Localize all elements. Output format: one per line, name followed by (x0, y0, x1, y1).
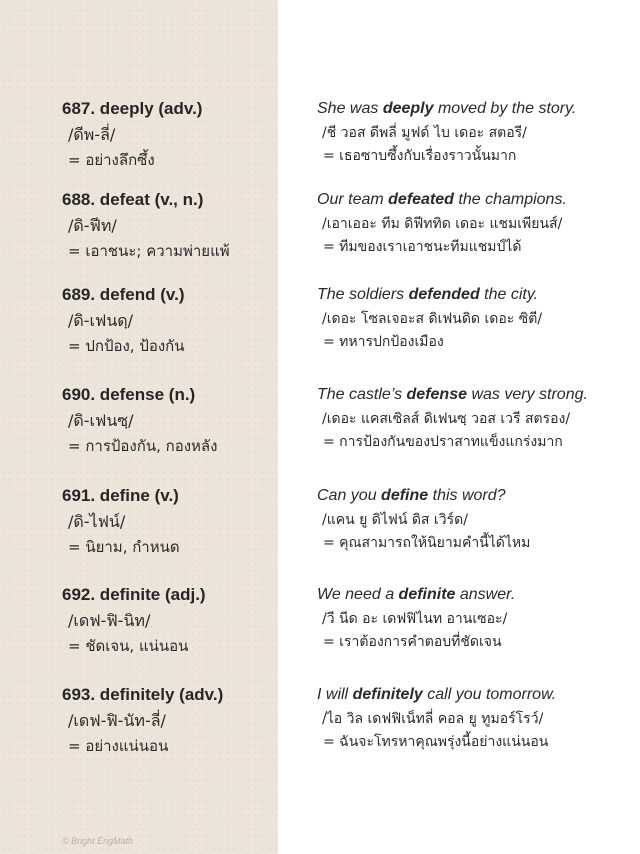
example-text: the city. (479, 286, 539, 303)
example-meaning: = ฉันจะโทรหาคุณพรุ่งนี้อย่างแน่นอน (323, 734, 549, 750)
example-phonetic: /เดอะ โซลเจอะส ดิเฟนดิด เดอะ ซิตี/ (322, 311, 543, 327)
meaning: = อย่างแน่นอน (68, 737, 169, 755)
vocab-entry (0, 584, 640, 674)
example-text: the champions. (453, 191, 567, 208)
example-keyword: definitely (352, 686, 423, 703)
example-text: I will (317, 686, 353, 703)
phonetic: /ดิ-เฟนซฺ/ (68, 411, 134, 430)
phonetic: /เดฟ-ฟิ-นิท/ (68, 611, 151, 630)
example-phonetic: /วี นีด อะ เดฟฟิไนท อานเซอะ/ (322, 611, 508, 627)
meaning: = ปกป้อง, ป้องกัน (68, 337, 185, 355)
word-column (62, 284, 276, 357)
headword: 689. defend (v.) (62, 285, 185, 304)
headword: 688. defeat (v., n.) (62, 190, 204, 209)
example-sentence (317, 98, 637, 120)
example-sentence (317, 485, 637, 507)
example-text: answer. (455, 586, 516, 603)
phonetic: /เดฟ-ฟิ-นัท-ลี่/ (68, 711, 166, 730)
example-text: She was (317, 100, 383, 117)
vocab-entry (0, 684, 640, 774)
headword: 687. deeply (adv.) (62, 99, 203, 118)
example-keyword: defense (406, 386, 467, 403)
word-column (62, 384, 276, 457)
example-text: The soldiers (317, 286, 409, 303)
meaning: = นิยาม, กำหนด (68, 538, 180, 556)
example-column (317, 485, 637, 554)
example-text: this word? (428, 487, 506, 504)
example-meaning: = ทหารปกป้องเมือง (323, 334, 444, 350)
example-meaning: = คุณสามารถให้นิยามคำนี้ได้ไหม (323, 535, 531, 551)
example-meaning: = การป้องกันของปราสาทแข็งแกร่งมาก (323, 434, 563, 450)
example-text: moved by the story. (433, 100, 577, 117)
example-phonetic: /ชี วอส ดีพลี่ มูฟด์ ไบ เดอะ สตอรี/ (322, 125, 527, 141)
example-column (317, 384, 637, 453)
phonetic: /ดิ-ไฟน์/ (68, 512, 126, 531)
headword: 690. defense (n.) (62, 385, 196, 404)
phonetic: /ดิ-ฟีท/ (68, 216, 117, 235)
word-column (62, 98, 276, 171)
meaning: = อย่างลึกซึ้ง (68, 151, 155, 169)
phonetic: /ดิ-เฟนดฺ/ (68, 311, 134, 330)
example-column (317, 98, 637, 167)
example-text: Can you (317, 487, 382, 504)
word-column (62, 584, 276, 657)
vocab-entry (0, 384, 640, 474)
example-sentence (317, 584, 637, 606)
word-column (62, 684, 276, 757)
example-text: Our team (317, 191, 389, 208)
headword: 691. define (v.) (62, 486, 179, 505)
example-column (317, 684, 637, 753)
example-sentence (317, 384, 637, 406)
example-column (317, 284, 637, 353)
headword: 692. definite (adj.) (62, 585, 206, 604)
meaning: = การป้องกัน, กองหลัง (68, 437, 218, 455)
example-sentence (317, 284, 637, 306)
example-sentence (317, 684, 637, 706)
headword: 693. definitely (adv.) (62, 685, 224, 704)
word-column (62, 189, 276, 262)
example-sentence (317, 189, 637, 211)
example-column (317, 189, 637, 258)
example-phonetic: /เอาเออะ ทีม ดิฟีททิด เดอะ แชมเพียนส์/ (322, 216, 563, 232)
watermark: © Bright EngMath (62, 836, 134, 846)
example-keyword: deeply (382, 100, 434, 117)
vocab-entry (0, 189, 640, 279)
meaning: = ชัดเจน, แน่นอน (68, 637, 189, 655)
example-meaning: = ทีมของเราเอาชนะทีมแชมป์ได้ (323, 239, 522, 255)
word-column (62, 485, 276, 558)
example-meaning: = เธอซาบซึ้งกับเรื่องราวนั้นมาก (323, 148, 517, 164)
meaning: = เอาชนะ; ความพ่ายแพ้ (68, 242, 230, 260)
example-phonetic: /ไอ วิล เดฟฟิเน็ทลี่ คอล ยู ทูมอร์โรว์/ (322, 711, 544, 727)
example-keyword: defeated (388, 191, 454, 208)
phonetic: /ดีพ-ลี่/ (68, 125, 116, 144)
example-text: was very strong. (467, 386, 588, 403)
example-meaning: = เราต้องการคำตอบที่ชัดเจน (323, 634, 502, 650)
example-phonetic: /เดอะ แคสเซิลส์ ดิเฟนซฺ วอส เวรี สตรอง/ (322, 411, 571, 427)
example-text: call you tomorrow. (422, 686, 557, 703)
example-phonetic: /แคน ยู ดิไฟน์ ดิส เวิร์ด/ (322, 512, 468, 528)
example-keyword: defended (408, 286, 480, 303)
vocab-entry (0, 485, 640, 575)
example-keyword: definite (398, 586, 456, 603)
example-text: We need a (317, 586, 399, 603)
example-text: The castle’s (317, 386, 407, 403)
vocab-entry (0, 98, 640, 188)
example-column (317, 584, 637, 653)
example-keyword: define (381, 487, 429, 504)
vocab-entry (0, 284, 640, 374)
